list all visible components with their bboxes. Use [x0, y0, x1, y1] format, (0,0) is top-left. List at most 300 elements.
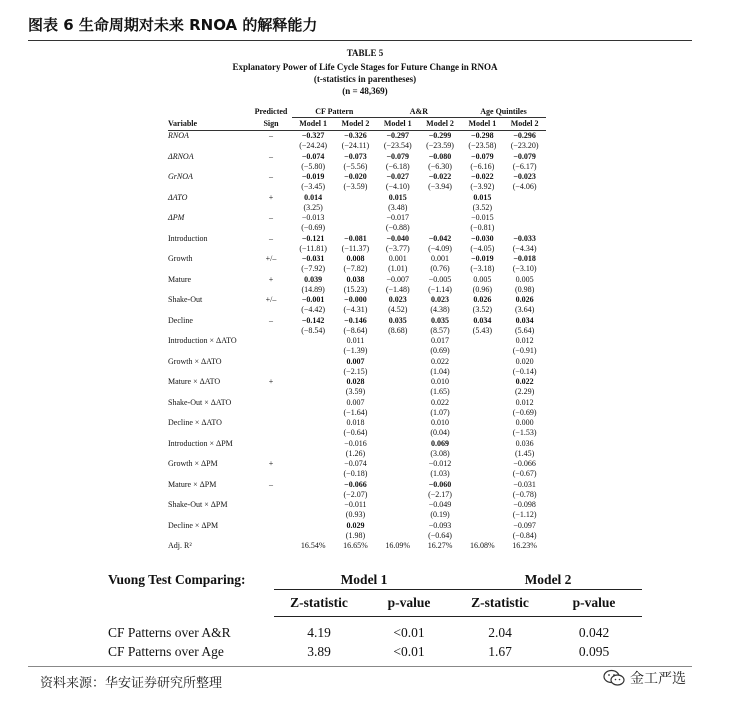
coefficient-cell: [461, 521, 503, 531]
tstat-cell: (−4.10): [385, 182, 410, 192]
vuong-row-label: CF Patterns over Age: [108, 643, 224, 659]
tstat-cell: (−23.59): [426, 141, 454, 151]
variable-label: ΔATO: [168, 192, 188, 202]
tstat-cell: [292, 510, 334, 520]
predicted-sign: +/–: [265, 295, 277, 304]
brand-name: 金工严选: [630, 671, 686, 687]
coefficient-cell: −0.027: [386, 172, 410, 181]
source-note: 资料来源：华安证券研究所整理: [40, 676, 223, 691]
tstat-cell: (−5.56): [343, 161, 368, 171]
regression-table: [168, 107, 546, 551]
tstat-cell: [461, 346, 503, 356]
coefficient-cell: [461, 439, 503, 449]
tstat-cell: (−8.54): [301, 325, 326, 335]
tstat-cell: [419, 203, 461, 213]
vuong-cell: <0.01: [393, 624, 425, 640]
coefficient-cell: [461, 377, 503, 387]
tstat-cell: (−11.37): [341, 243, 370, 253]
coefficient-cell: −0.011: [344, 500, 367, 509]
tstat-cell: (−1.14): [428, 284, 452, 294]
coefficient-cell: [461, 480, 503, 490]
tstat-cell: [292, 346, 334, 356]
coef-row: [168, 131, 546, 142]
coefficient-cell: −0.146: [344, 315, 367, 325]
variable-label: Shake-Out × ΔATO: [168, 397, 232, 407]
coefficient-cell: −0.049: [428, 500, 452, 509]
coefficient-cell: −0.066: [344, 479, 367, 489]
coefficient-cell: [292, 398, 334, 408]
variable-label: Decline: [168, 315, 193, 325]
tstat-row: [168, 264, 546, 274]
tstat-cell: (0.19): [430, 510, 450, 520]
coefficient-cell: −0.001: [301, 295, 325, 304]
coefficient-cell: −0.093: [428, 520, 452, 530]
tstat-cell: (−3.10): [512, 264, 537, 274]
tstat-cell: (15.23): [343, 284, 368, 294]
tstat-cell: (14.89): [301, 284, 325, 294]
variable-label: Decline × ΔATO: [168, 418, 222, 427]
coefficient-cell: −0.073: [344, 151, 367, 161]
adj-r2-cell: 16.54%: [300, 541, 326, 550]
vuong-col-header: Z-statistic: [454, 590, 546, 617]
coefficient-cell: [461, 418, 503, 428]
coef-row: [168, 398, 546, 408]
tstat-cell: (−2.07): [343, 489, 368, 499]
table-number: TABLE 5: [346, 48, 384, 58]
tstat-cell: (−1.64): [343, 407, 368, 417]
sign-header: Sign: [250, 118, 292, 131]
tstat-cell: [461, 510, 503, 520]
coefficient-cell: [292, 480, 334, 490]
coefficient-cell: [292, 521, 334, 531]
tstat-cell: [377, 346, 419, 356]
variable-label: Shake-Out × ΔPM: [168, 500, 228, 509]
tstat-cell: [377, 531, 419, 541]
tstat-cell: (−3.94): [428, 182, 452, 192]
coefficient-cell: [419, 193, 461, 203]
coefficient-cell: [292, 500, 334, 510]
vuong-cell: 0.095: [578, 643, 610, 659]
coefficient-cell: −0.040: [386, 233, 410, 243]
tstat-cell: [461, 367, 503, 377]
tstat-cell: (−0.84): [512, 530, 537, 540]
tstat-cell: [292, 449, 334, 459]
variable-label: Growth × ΔPM: [168, 459, 218, 468]
coefficient-cell: 0.022: [515, 377, 534, 386]
tstat-cell: (−0.64): [428, 530, 452, 540]
tstat-cell: (−1.48): [385, 284, 410, 294]
coefficient-cell: −0.060: [428, 479, 452, 489]
coef-row: [168, 295, 546, 305]
predicted-sign: [250, 418, 292, 428]
tstat-cell: (5.64): [514, 325, 535, 335]
variable-label: GrNOA: [168, 172, 193, 181]
coef-row: [168, 193, 546, 203]
coefficient-cell: 0.001: [388, 254, 407, 263]
tstat-cell: (−1.53): [512, 428, 537, 438]
tstat-cell: [292, 490, 334, 500]
coefficient-cell: [292, 377, 334, 387]
coefficient-cell: −0.030: [471, 233, 494, 243]
coefficient-cell: [377, 459, 419, 469]
predicted-sign: [250, 521, 292, 531]
coef-row: [168, 500, 546, 510]
coefficient-cell: −0.022: [428, 172, 452, 181]
tstat-cell: [292, 408, 334, 418]
coefficient-cell: [377, 418, 419, 428]
coefficient-cell: [461, 357, 503, 367]
coef-row: [168, 418, 546, 428]
coefficient-cell: 0.012: [515, 397, 534, 407]
coefficient-cell: −0.015: [471, 213, 494, 222]
tstat-cell: (4.38): [430, 305, 450, 315]
predicted-sign: –: [269, 315, 273, 325]
tstat-cell: (0.04): [430, 428, 450, 438]
tstat-cell: [377, 387, 419, 397]
tstat-cell: (5.43): [472, 325, 492, 335]
adj-r2-row: [168, 541, 546, 551]
variable-label: Growth × ΔATO: [168, 356, 222, 366]
tstat-row: [168, 408, 546, 418]
coefficient-cell: 0.008: [346, 254, 365, 263]
tstat-cell: (1.03): [430, 469, 450, 479]
tstat-row: [168, 223, 546, 233]
predicted-sign: +: [268, 459, 274, 468]
tstat-cell: [334, 223, 376, 233]
tstat-cell: (−3.18): [470, 264, 495, 274]
tstat-row: [168, 428, 546, 438]
model-header: Model 1: [377, 118, 419, 131]
vuong-group-header: Model 2: [524, 572, 572, 587]
coefficient-cell: −0.016: [344, 438, 367, 448]
adj-r2-cell: 16.27%: [427, 541, 453, 550]
tstat-cell: [461, 387, 503, 397]
tstat-cell: [419, 223, 461, 233]
tstat-cell: (−7.92): [301, 264, 326, 274]
tstat-cell: (−1.12): [512, 510, 537, 520]
coefficient-cell: 0.069: [431, 438, 450, 448]
tstat-cell: [292, 531, 334, 541]
coef-row: [168, 316, 546, 326]
variable-label: Mature × ΔATO: [168, 377, 221, 386]
coefficient-cell: 0.011: [346, 336, 365, 345]
tstat-cell: [377, 469, 419, 479]
coef-row: [168, 439, 546, 449]
tstat-cell: [461, 531, 503, 541]
coefficient-cell: −0.020: [344, 172, 367, 181]
adj-r2-cell: 16.09%: [385, 541, 411, 550]
tstat-row: [168, 182, 546, 192]
coefficient-cell: 0.023: [431, 295, 450, 304]
tstat-cell: [503, 223, 545, 233]
model-header: Model 2: [503, 118, 545, 131]
coefficient-cell: −0.017: [386, 213, 409, 222]
figure-title: 图表 6 生命周期对未来 RNOA 的解释能力: [28, 16, 318, 34]
coefficient-cell: 0.038: [346, 274, 365, 284]
tstat-cell: (−4.34): [512, 243, 537, 253]
coefficient-cell: 0.020: [515, 356, 534, 366]
tstat-cell: [292, 469, 334, 479]
coefficient-cell: 0.017: [431, 336, 450, 345]
group-header: Age Quintiles: [480, 107, 527, 116]
tstat-cell: (−6.30): [428, 161, 452, 171]
tstat-cell: [461, 449, 503, 459]
coefficient-cell: −0.326: [344, 131, 367, 140]
tstat-cell: (−0.64): [343, 428, 368, 438]
tstat-cell: [292, 428, 334, 438]
vuong-cell: 4.19: [307, 624, 331, 640]
vuong-cell: 0.042: [578, 624, 610, 640]
tstat-row: [168, 346, 546, 356]
tstat-row: [168, 387, 546, 397]
tstat-cell: (0.96): [472, 284, 492, 294]
tstat-cell: (4.52): [388, 305, 408, 315]
tstat-cell: (3.48): [388, 202, 408, 212]
tstat-cell: [377, 367, 419, 377]
coefficient-cell: −0.019: [301, 172, 325, 181]
tstat-cell: (−11.81): [299, 243, 327, 253]
tstat-row: [168, 449, 546, 459]
coefficient-cell: −0.042: [428, 233, 452, 243]
tstat-cell: (−23.58): [468, 141, 497, 151]
tstat-cell: (−0.18): [343, 469, 368, 479]
tstat-cell: (3.08): [430, 448, 450, 458]
coefficient-cell: −0.296: [513, 131, 536, 140]
predicted-sign: –: [269, 131, 273, 140]
coefficient-cell: [292, 439, 334, 449]
header-divider: [28, 40, 692, 41]
footer-divider: [28, 666, 692, 667]
tstat-cell: (3.25): [303, 202, 323, 212]
tstat-cell: (1.04): [430, 366, 450, 376]
tstat-cell: (3.64): [514, 305, 535, 315]
coefficient-cell: 0.034: [515, 315, 534, 325]
coefficient-cell: [292, 459, 334, 469]
coefficient-cell: 0.010: [431, 377, 450, 386]
coefficient-cell: −0.007: [386, 274, 409, 284]
tstat-cell: (−7.82): [343, 264, 368, 274]
tstat-cell: (0.76): [430, 264, 450, 274]
tstat-cell: (−4.42): [301, 305, 326, 315]
tstat-row: [168, 244, 546, 254]
coefficient-cell: [377, 336, 419, 346]
adj-r2-cell: 16.65%: [343, 541, 368, 550]
coefficient-cell: [334, 193, 376, 203]
coefficient-cell: 0.034: [473, 315, 492, 325]
tstat-cell: [461, 428, 503, 438]
tstat-row: [168, 326, 546, 336]
coefficient-cell: 0.012: [515, 336, 534, 345]
coefficient-cell: 0.007: [346, 356, 365, 366]
variable-label: Decline × ΔPM: [168, 520, 219, 530]
tstat-cell: (−8.64): [343, 325, 368, 335]
predicted-sign: [250, 439, 292, 449]
coefficient-cell: [503, 193, 545, 203]
coefficient-cell: 0.007: [346, 397, 365, 407]
tstat-cell: (−0.69): [301, 223, 326, 233]
coefficient-cell: −0.298: [471, 131, 494, 140]
coefficient-cell: [377, 398, 419, 408]
coefficient-cell: [461, 398, 503, 408]
coefficient-cell: [377, 439, 419, 449]
coefficient-cell: −0.019: [471, 254, 494, 263]
predicted-sign: [250, 336, 292, 346]
coefficient-cell: −0.142: [301, 315, 325, 325]
coefficient-cell: 0.015: [473, 192, 492, 202]
coefficient-cell: [377, 500, 419, 510]
model-header: Model 1: [292, 118, 334, 131]
coefficient-cell: [377, 521, 419, 531]
tstat-cell: [377, 428, 419, 438]
tstat-cell: [461, 469, 503, 479]
coefficient-cell: −0.000: [344, 295, 367, 304]
coefficient-cell: −0.098: [513, 500, 536, 509]
coefficient-cell: 0.035: [431, 315, 450, 325]
coefficient-cell: [461, 500, 503, 510]
coefficient-cell: −0.079: [386, 151, 410, 161]
tstat-cell: (1.07): [430, 407, 450, 417]
group-header: CF Pattern: [315, 107, 354, 116]
tstat-cell: (0.93): [345, 510, 366, 520]
coefficient-cell: −0.022: [471, 172, 494, 181]
variable-label: Mature × ΔPM: [168, 479, 217, 489]
variable-label: Shake-Out: [168, 295, 203, 304]
coefficient-cell: [461, 336, 503, 346]
coefficient-cell: −0.097: [513, 520, 536, 530]
tstat-cell: (−1.39): [343, 346, 368, 356]
predicted-sign: +: [268, 192, 274, 202]
tstat-cell: (3.52): [472, 305, 492, 315]
coefficient-cell: 0.022: [431, 397, 450, 407]
tstat-cell: (8.57): [430, 325, 450, 335]
coefficient-cell: [292, 336, 334, 346]
coefficient-cell: −0.299: [428, 131, 452, 140]
tstat-cell: (−6.17): [512, 161, 537, 171]
tstat-row: [168, 469, 546, 479]
tstat-cell: (8.68): [388, 325, 408, 335]
coefficient-cell: 0.018: [346, 418, 365, 427]
coefficient-cell: −0.081: [344, 233, 367, 243]
variable-label: Introduction × ΔPM: [168, 438, 233, 448]
coefficient-cell: −0.023: [513, 172, 536, 181]
predicted-sign: –: [269, 479, 273, 489]
tstat-cell: [377, 449, 419, 459]
coef-row: [168, 459, 546, 469]
adj-r2-label: Adj. R²: [168, 541, 192, 550]
coefficient-cell: [503, 213, 545, 223]
tstat-cell: (1.45): [514, 448, 535, 458]
tstat-row: [168, 141, 546, 151]
tstat-row: [168, 203, 546, 213]
coefficient-cell: [377, 480, 419, 490]
vuong-test-table: [108, 571, 642, 661]
coefficient-cell: 0.026: [515, 295, 534, 304]
tstat-cell: [461, 408, 503, 418]
vuong-col-header: p-value: [546, 590, 642, 617]
coefficient-cell: −0.031: [301, 254, 325, 263]
coefficient-cell: [292, 357, 334, 367]
tstat-row: [168, 367, 546, 377]
tstat-cell: [334, 203, 376, 213]
variable-header: Variable: [168, 118, 250, 131]
tstat-cell: (−5.80): [301, 161, 326, 171]
tstat-cell: (−4.31): [343, 305, 368, 315]
coefficient-cell: 0.036: [515, 438, 534, 448]
tstat-cell: (−3.45): [301, 182, 326, 192]
coef-row: [168, 377, 546, 387]
variable-label: ΔRNOA: [168, 151, 194, 161]
tstat-cell: (−0.69): [512, 407, 537, 417]
tstat-cell: (−24.24): [299, 141, 328, 151]
variable-label: Introduction × ΔATO: [168, 336, 237, 345]
predicted-sign: –: [269, 151, 273, 161]
coefficient-cell: −0.013: [301, 213, 325, 222]
vuong-row: [108, 623, 642, 642]
adj-r2-cell: 16.23%: [512, 541, 537, 550]
predicted-sign: [250, 398, 292, 408]
coefficient-cell: −0.012: [428, 459, 452, 468]
coefficient-cell: 0.014: [304, 192, 323, 202]
tstat-cell: [292, 367, 334, 377]
variable-label: RNOA: [168, 131, 189, 140]
tstat-cell: (−0.91): [512, 346, 537, 356]
tstat-cell: (3.52): [472, 202, 492, 212]
tstat-row: [168, 305, 546, 315]
predicted-header: Predicted: [254, 107, 288, 117]
wechat-icon: [603, 669, 625, 687]
tstat-cell: (−0.88): [385, 223, 410, 233]
coef-row: [168, 275, 546, 285]
coefficient-cell: 0.035: [388, 315, 407, 325]
coefficient-cell: 0.005: [515, 274, 534, 284]
vuong-group-header: Model 1: [340, 572, 388, 587]
coefficient-cell: −0.121: [301, 233, 325, 243]
coefficient-cell: 0.022: [431, 356, 450, 366]
table-sample-size: (n = 48,369): [342, 86, 388, 96]
coefficient-cell: 0.015: [388, 192, 407, 202]
coefficient-cell: 0.026: [473, 295, 492, 304]
tstat-cell: (−0.78): [512, 489, 537, 499]
tstat-cell: (−23.54): [383, 141, 412, 151]
tstat-cell: (0.69): [430, 346, 450, 356]
tstat-row: [168, 531, 546, 541]
predicted-sign: –: [269, 172, 273, 181]
model-header: Model 1: [461, 118, 503, 131]
tstat-cell: (3.59): [345, 387, 366, 397]
table-title: Explanatory Power of Life Cycle Stages for Future Change in RNOA: [232, 62, 498, 72]
tstat-cell: (−4.09): [428, 243, 452, 253]
tstat-cell: (−0.81): [470, 223, 495, 233]
tstat-cell: [377, 490, 419, 500]
vuong-col-header: Z-statistic: [274, 590, 364, 617]
coefficient-cell: −0.074: [301, 151, 325, 161]
predicted-sign: +: [268, 377, 274, 386]
tstat-cell: (1.01): [388, 264, 408, 274]
tstat-cell: (−0.14): [512, 366, 537, 376]
tstat-cell: (−3.59): [343, 182, 368, 192]
predicted-sign: +/–: [265, 254, 277, 263]
tstat-row: [168, 510, 546, 520]
coefficient-cell: 0.029: [346, 520, 365, 530]
coef-row: [168, 152, 546, 162]
vuong-row-label: CF Patterns over A&R: [108, 624, 231, 640]
coefficient-cell: [292, 418, 334, 428]
tstat-row: [168, 162, 546, 172]
tstat-cell: (−4.05): [470, 243, 495, 253]
tstat-cell: (1.26): [345, 448, 366, 458]
tstat-cell: (−4.06): [512, 182, 537, 192]
vuong-row: [108, 642, 642, 661]
